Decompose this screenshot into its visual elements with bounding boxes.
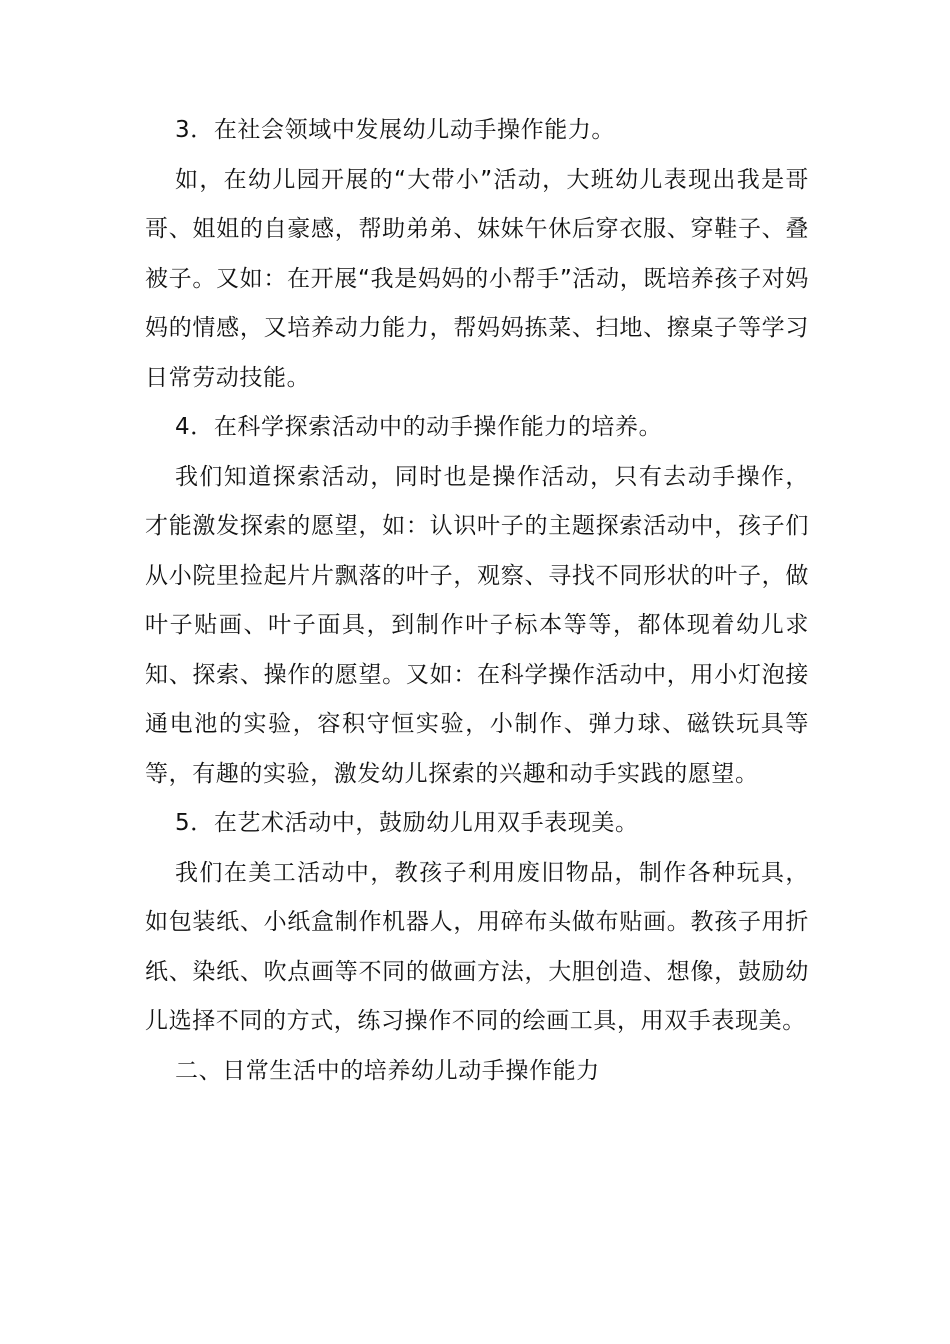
body-paragraph: 我们知道探索活动，同时也是操作活动，只有去动手操作，才能激发探索的愿望，如：认识叶子的主题探索活动中，孩子们从小院里捡起片片飘落的叶子，观察、寻找不同形状的叶子，做叶子贴画、叶子面具，到制作叶子标本等等，都体现着幼儿求知、探索、操作的愿望。又如：在科学操作活动中，用小灯泡接通电池的实验，容积守恒实验，小制作、弹力球、磁铁玩具等等，有趣的实验，激发幼儿探索的兴趣和动手实践的愿望。 (145, 463, 809, 787)
body-paragraph: 我们在美工活动中，教孩子利用废旧物品，制作各种玩具，如包装纸、小纸盒制作机器人，用碎布头做布贴画。教孩子用折纸、染纸、吹点画等不同的做画方法，大胆创造、想像，鼓励幼儿选择不同的方式，练习操作不同的绘画工具，用双手表现美。 (145, 859, 809, 1034)
chapter-heading: 二、日常生活中的培养幼儿动手操作能力 (175, 1057, 600, 1084)
section-heading-4: 4．在科学探索活动中的动手操作能力的培养。 (175, 414, 663, 440)
section-heading-5: 5．在艺术活动中，鼓励幼儿用双手表现美。 (175, 810, 639, 836)
section-heading-3: 3．在社会领域中发展幼儿动手操作能力。 (175, 117, 616, 143)
body-paragraph: 如，在幼儿园开展的“大带小”活动，大班幼儿表现出我是哥哥、姐姐的自豪感，帮助弟弟、妹妹午休后穿衣服、穿鞋子、叠被子。又如：在开展“我是妈妈的小帮手”活动，既培养孩子对妈妈的情感，又培养动力能力，帮妈妈拣菜、扫地、擦桌子等学习日常劳动技能。 (145, 166, 809, 391)
document-body (145, 106, 809, 1096)
